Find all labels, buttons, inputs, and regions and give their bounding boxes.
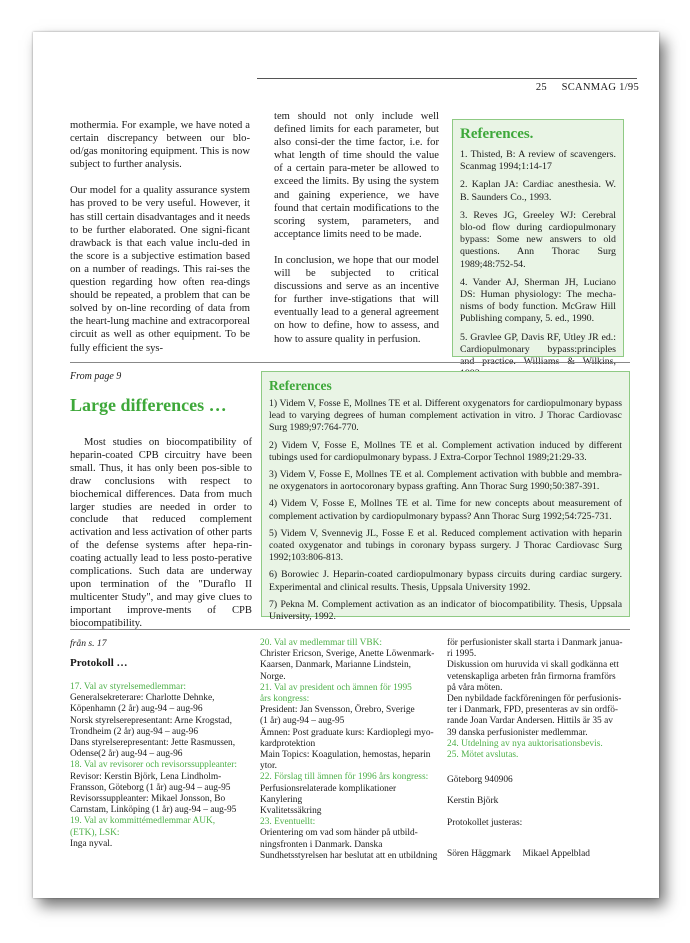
protokoll-line: Norsk styrelserepresentant: Arne Krogstad, [70,715,232,726]
page-header [536,82,639,93]
protokoll-item-heading: (ETK), LSK: [70,827,120,838]
protokoll-line: Inga nyval. [70,838,113,849]
references-box [452,119,624,357]
protokoll-line: 39 danska perfusionister medlemmar. [447,727,588,738]
protokoll-line: Kanylering [260,794,303,805]
article-heading: Large differences … [70,395,227,415]
article-column-1 [70,119,250,355]
protokoll-line: Main Topics: Koagulation, hemostas, heparin [260,750,431,761]
protokoll-line: Norge. [260,671,286,682]
page-number: 25 [535,82,547,93]
signature-name: Kerstin Björk [447,796,499,807]
protokoll-line: Kaarsen, Danmark, Marianne Lindstein, [260,660,411,671]
protokoll-item-heading: 19. Val av kommittémedlemmar AUK, [70,816,216,827]
journal-name: SCANMAG 1/95 [561,82,639,93]
protokoll-column-1 [70,682,255,850]
paragraph: Most studies on biocompatibility of heparin-coated CPB circuitry have been small. Thus, it has only been pos-sible to draw conclusions with respect to biochemical differences. Data from much larger studies are needed in order to conclude that reduced complement activation and less activation of other parts of the defense systems after hepa-rin-coating actually lead to less posto-perative complications. Such data are underway upon termination of the "Duraflo II multicenter Study", and may give clues to important improve-ments of CPB biocompatibility. [70,437,252,629]
reference-item: 1. Thisted, B: A review of scavengers. Scanmag 1994;1:14-17 [460,149,616,173]
protokoll-line: Revisorssuppleanter: Mikael Jonsson, Bo [70,794,226,805]
protokoll-item-heading: 22. Förslag till ämnen för 1996 års kongress: [260,772,429,783]
protokoll-line: Carnstam, Linköping (1 år) aug-94 – aug-95 [70,805,237,816]
references-title: References. [460,126,534,142]
reference-item: 2. Kaplan JA: Cardiac anesthesia. W. B. Saunders Co., 1993. [460,179,616,203]
magazine-page [33,32,659,898]
protokoll-column-2 [260,638,440,862]
protokoll-line: Köpenhamn (2 år) aug-94 – aug-96 [70,704,203,715]
protokoll-line: Dans styrelserepresentant: Jette Rasmussen, [70,738,236,749]
protokoll-column-3 [447,638,632,860]
protokoll-item-heading: 24. Utdelning av nya auktorisationsbevis. [447,738,603,749]
paragraph: Our model for a quality assurance system has proved to be very useful. However, it has still certain disadvantages and it needs to be further elaborated. One signi-ficant drawback is that each value inclu-ded in the score is a subjective estimation based on a number of readings. This rai-ses the question regarding how often rea-dings should be repeated, a problem that can be solved by on-line recording of data from the heart-lung machine and extracorporeal circuit as well as other equipment. To be fully efficient the sys- [70,185,250,354]
protokoll-line: Christer Ericson, Sverige, Anette Löwenmark- [260,649,435,660]
reference-item: 7) Pekna M. Complement activation as an indicator of biocompatibility. Thesis, Uppsala University, 1992. [269,598,622,623]
references-box-2 [261,371,630,623]
protokoll-line: (1 år) aug-94 – aug-95 [260,716,345,727]
large-differences-body [70,437,252,631]
continued-from: från s. 17 [70,638,107,649]
reference-item: 5) Videm V, Svennevig JL, Fosse E et al. Reduced complement activation with heparin coated oxygenator and tubings in coronary bypass surgery. J Thorac Cardiovasc Surg 1992;103:806-813. [269,527,622,564]
reference-item: 5. Gravlee GP, Davis RF, Utley JR ed.: Cardiopulmonary bypass:principles [460,331,616,355]
protokoll-item-heading: 25. Mötet avslutas. [447,750,519,761]
protokoll-line: ningsfronten i Danmark. Danska [260,839,383,850]
protokoll-line: Kvalitetssäkring [260,806,322,817]
protokoll-line: ytor. [260,761,277,772]
protokoll-line: kardprotektion [260,738,316,749]
protokoll-item-heading: 21. Val av president och ämnen för 1995 [260,682,412,693]
section-divider [70,629,630,630]
reference-item: 3) Videm V, Fosse E, Mollnes TE et al. Complement activation with bubble and membra-ne oxygenators in aortocoronary bypass grafting. Ann Thorac Surg 1990;50:387-391. [269,469,622,493]
article-column-2 [274,110,439,346]
protokoll-item-heading: 17. Val av styrelsemedlemmar: [70,682,186,692]
paragraph: In conclusion, we hope that our model will be subjected to critical discussions and serve as an incentive for further inve-stigations that will eventually lead to a general agreement on how to define, how to assess, and how to assure quality in perfusion. [274,254,439,345]
protokoll-line: Fransson, Göteborg (1 år) aug-94 – aug-95 [70,782,231,793]
reference-item: 6) Borowiec J. Heparin-coated cardiopulmonary bypass circuits during cardiac surgery. Experimental and clinical results. Thesis, Uppsala University 1992. [269,569,622,593]
protokoll-line: Generalsekreterare: Charlotte Dehnke, [70,693,215,704]
signature-place-date: Göteborg 940906 [447,775,513,786]
protokoll-line: rande Joan Vardar Andersen. Hittils är 35 av [447,716,613,727]
protokoll-item-heading: 18. Val av revisorer och revisorssuppleanter: [70,760,237,771]
section-divider [70,362,630,363]
reference-item: 4. Vander AJ, Sherman JH, Luciano DS: Human physiology: The mecha-nisms of body function. McGraw Hill Publishing company, 5. ed., 1990. [460,276,616,325]
signature-checkers: Sören Häggmark Mikael Appelblad [447,848,590,859]
protokoll-line: Sundhetsstyrelsen har beslutat att en utbildning [260,850,438,861]
protokoll-line: på våra möten. [447,682,503,693]
protokoll-line: Perfusionsrelaterade komplikationer [260,783,397,794]
protokoll-line: Orientering om vad som händer på utbild- [260,828,418,839]
protokoll-title: Protokoll … [70,657,128,669]
continued-from: From page 9 [70,371,122,382]
references-title: References [269,378,332,393]
reference-item: 3. Reves JG, Greeley WJ: Cerebral blo-od flow during cardiopulmonary bypass: Some new answers to old questions. Ann Thorac Surg 1989;48:752-54. [460,209,616,270]
reference-item: 2) Videm V, Fosse E, Mollnes TE et al. Complement activation induced by different tubings used for cardiopulmonary bypass. J Extra-Corpor Technol 1989;21:29-33. [269,439,622,463]
protokoll-item-heading: års kongress: [260,694,310,705]
protokoll-line: President: Jan Svensson, Örebro, Sverige [260,705,415,716]
reference-item: 1) Videm V, Fosse E, Mollnes TE et al. Different oxygenators for cardiopulmonary bypass lead to varying degrees of human complement activation in vitro. J Thorac Cardiovasc Surg 1989;97:764-770. [269,398,622,434]
paragraph: mothermia. For example, we have noted a certain discrepancy between our blo-od/gas monitoring equipment. This is now subject to further analysis. [70,120,250,171]
signature-checked: Protokollet justeras: [447,817,523,828]
protokoll-line: Revisor: Kerstin Björk, Lena Lindholm- [70,771,222,782]
protokoll-item-heading: 23. Eventuellt: [260,817,316,828]
protokoll-line: ri 1995. [447,649,477,660]
protokoll-item-heading: 20. Val av medlemmar till VBK: [260,638,383,648]
protokoll-line: vetenskapliga arbeten från firmorna framförs [447,671,616,682]
protokoll-line: Diskussion om huruvida vi skall godkänna ett [447,660,619,671]
protokoll-line: ter i Danmark, FPD, presenteras av sin ordfö- [447,705,619,716]
protokoll-line: Ämnen: Post graduate kurs: Kardioplegi myo- [260,727,434,738]
protokoll-line: Trondheim (2 år) aug-94 – aug-96 [70,726,199,737]
protokoll-line: Odense(2 år) aug-94 – aug-96 [70,749,183,760]
protokoll-line: för perfusionister skall starta i Danmark janua- [447,638,623,648]
reference-item: 4) Videm V, Fosse E, Mollnes TE et al. Time for new concepts about measurement of complement activation by cardiopulmonary bypass? Ann Thorac Surg 1992;54:725-731. [269,498,622,522]
header-rule [257,78,637,79]
protokoll-line: Den nybildade fackföreningen för perfusionis- [447,694,622,705]
paragraph: tem should not only include well defined limits for each parameter, but also consi-der the time factor, i.e. for what length of time should the value of a certain para-meter be allowed to exceed the limits. By using the system and gaining experience, we have found that certain modifications to the scoring system, parameters, and acceptance limits need to be made. [274,111,439,240]
